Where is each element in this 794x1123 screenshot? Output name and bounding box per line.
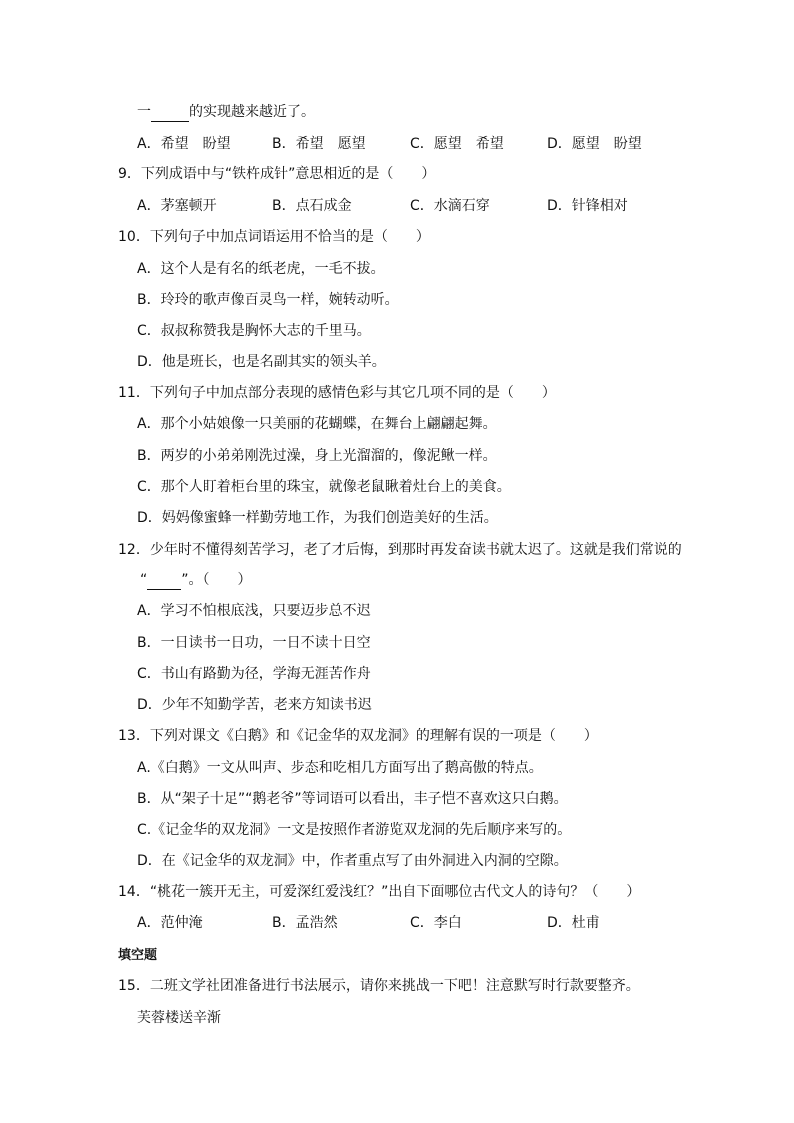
q14-stem: 14．“桃花一簇开无主，可爱深红爱浅红？”出自下面哪位古代文人的诗句？（ ） — [118, 884, 641, 900]
q13-option-a: A.《白鹅》一文从叫声、步态和吃相几方面写出了鹅高傲的特点。 — [137, 760, 543, 776]
q12-option-b: B．一日读书一日功，一日不读十日空 — [137, 635, 371, 651]
q15-stem: 15．二班文学社团准备进行书法展示，请你来挑战一下吧！注意默写时行款要整齐。 — [118, 978, 640, 994]
q11-stem: 11．下列句子中加点部分表现的感情色彩与其它几项不同的是（ ） — [118, 385, 556, 401]
q8-continuation: 一 的实现越来越近了。 — [137, 104, 315, 120]
q9-option-d: D．针锋相对 — [547, 198, 628, 214]
q8-option-d: D．愿望 盼望 — [547, 136, 642, 152]
q9-stem: 9．下列成语中与“铁杵成针”意思相近的是（ ） — [118, 166, 436, 182]
q15-poem-title: 芙蓉楼送辛渐 — [137, 1010, 221, 1026]
q11-option-d: D．妈妈像蜜蜂一样勤劳地工作，为我们创造美好的生活。 — [137, 510, 498, 526]
q13-option-d: D．在《记金华的双龙洞》中，作者重点写了由外洞进入内洞的空隙。 — [137, 853, 568, 869]
answer-blank — [147, 574, 181, 590]
q8-option-c: C．愿望 希望 — [410, 136, 504, 152]
q8-option-a: A．希望 盼望 — [137, 136, 231, 152]
q13-option-b: B．从“架子十足”“鹅老爷”等词语可以看出，丰子恺不喜欢这只白鹅。 — [137, 791, 568, 807]
q10-option-a: A．这个人是有名的纸老虎，一毛不拔。 — [137, 261, 385, 277]
q9-option-c: C．水滴石穿 — [410, 198, 490, 214]
q10-option-c: C．叔叔称赞我是胸怀大志的千里马。 — [137, 323, 371, 339]
q12-stem-line2: “ ”。（ ） — [140, 572, 252, 588]
q14-option-a: A．范仲淹 — [137, 915, 203, 931]
q10-option-b: B．玲玲的歌声像百灵鸟一样，婉转动听。 — [137, 292, 399, 308]
answer-blank — [151, 106, 189, 122]
q14-option-c: C．李白 — [410, 915, 462, 931]
q12-stem: 12．少年时不懂得刻苦学习，老了才后悔，到那时再发奋读书就太迟了。这就是我们常说的 — [118, 542, 682, 558]
q11-option-b: B．两岁的小弟弟刚洗过澡，身上光溜溜的，像泥鳅一样。 — [137, 448, 497, 464]
q14-option-d: D．杜甫 — [547, 915, 600, 931]
q10-option-d: D．他是班长，也是名副其实的领头羊。 — [137, 354, 386, 370]
q14-option-b: B．孟浩然 — [272, 915, 338, 931]
q12-option-c: C．书山有路勤为径，学海无涯苦作舟 — [137, 666, 371, 682]
q12-option-a: A．学习不怕根底浅，只要迈步总不迟 — [137, 603, 371, 619]
q10-stem: 10．下列句子中加点词语运用不恰当的是（ ） — [118, 229, 430, 245]
q12-option-d: D．少年不知勤学苦，老来方知读书迟 — [137, 697, 372, 713]
q9-option-b: B．点石成金 — [272, 198, 352, 214]
section-heading: 填空题 — [118, 948, 158, 963]
q8-option-b: B．希望 愿望 — [272, 136, 366, 152]
q11-option-a: A．那个小姑娘像一只美丽的花蝴蝶，在舞台上翩翩起舞。 — [137, 416, 497, 432]
q9-option-a: A．茅塞顿开 — [137, 198, 217, 214]
q13-option-c: C.《记金华的双龙洞》一文是按照作者游览双龙洞的先后顺序来写的。 — [137, 822, 572, 838]
q13-stem: 13．下列对课文《白鹅》和《记金华的双龙洞》的理解有误的一项是（ ） — [118, 728, 598, 744]
q11-option-c: C．那个人盯着柜台里的珠宝，就像老鼠瞅着灶台上的美食。 — [137, 479, 511, 495]
